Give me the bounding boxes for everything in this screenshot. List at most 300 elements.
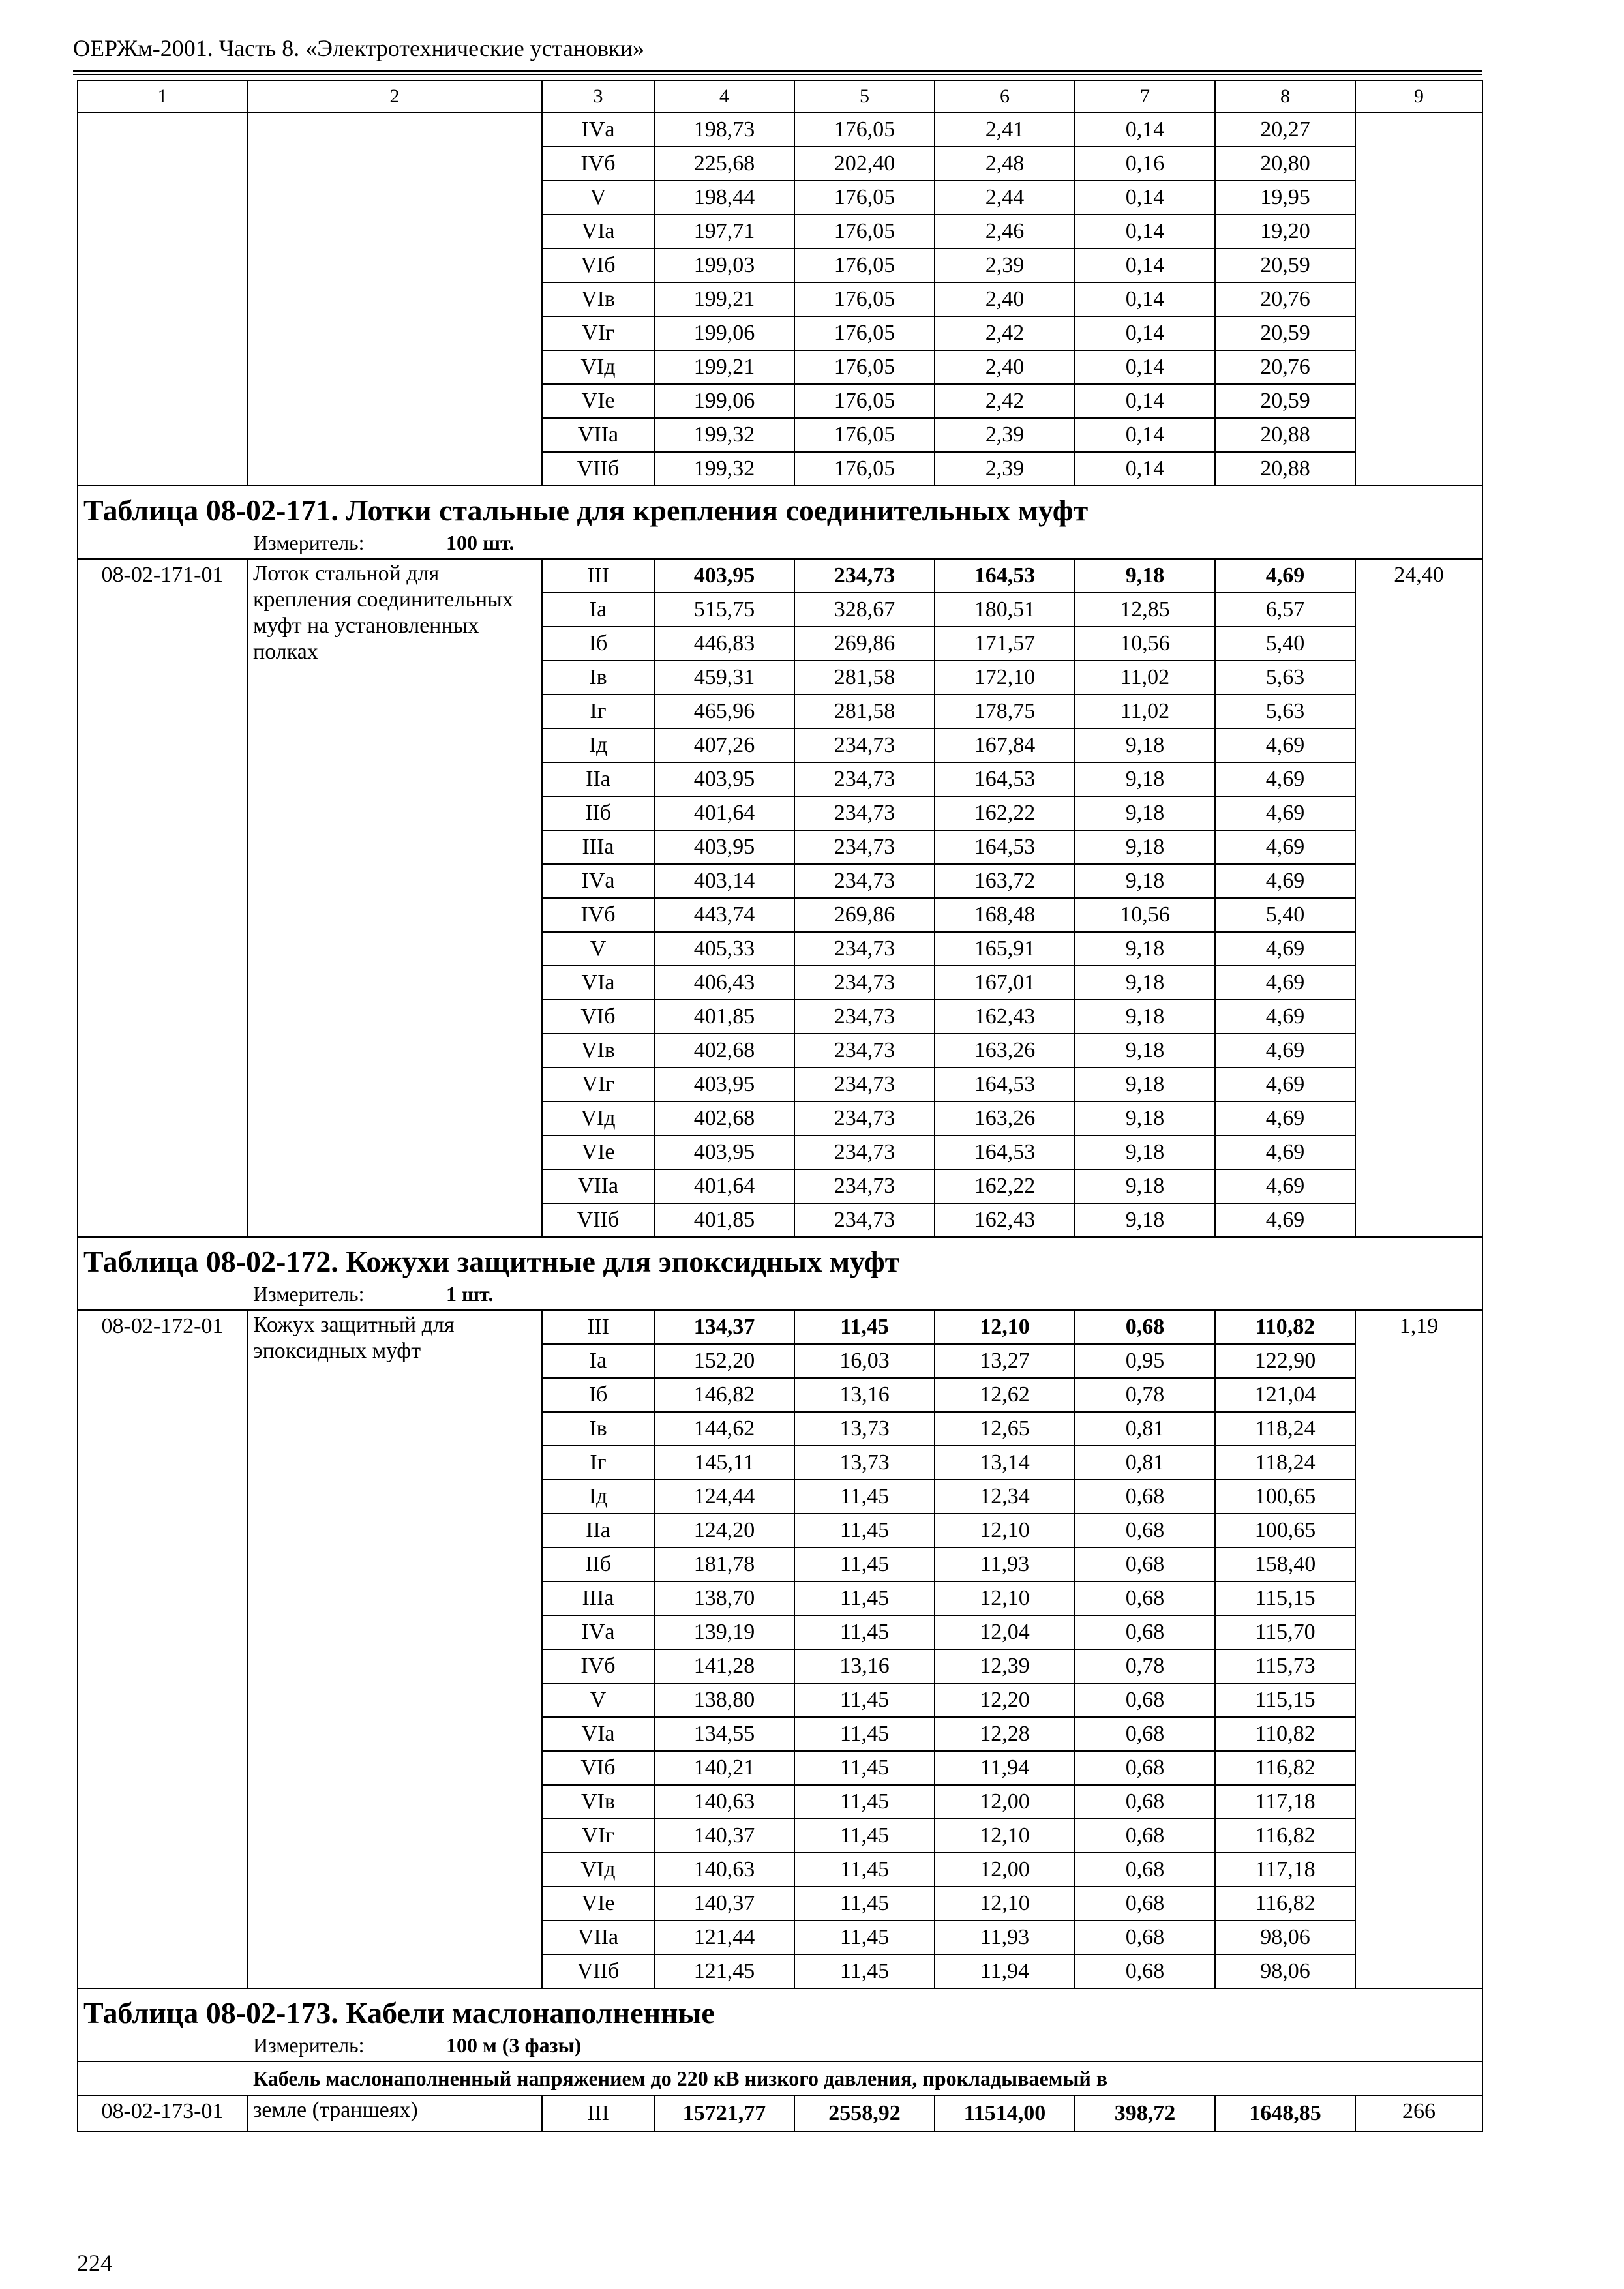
value-cell: 0,68 [1075, 1921, 1215, 1954]
value-cell: 4,69 [1215, 1169, 1355, 1203]
value-cell: 234,73 [794, 1101, 935, 1135]
value-cell: 100,65 [1215, 1514, 1355, 1548]
value-cell: 13,14 [935, 1446, 1075, 1480]
zone-cell: VIд [542, 1101, 654, 1135]
meter-cell [78, 2032, 1482, 2061]
column-number: 9 [1355, 80, 1482, 113]
column-number: 8 [1215, 80, 1355, 113]
zone-cell: VIе [542, 1887, 654, 1921]
value-cell: 0,14 [1075, 248, 1215, 282]
value-cell: 197,71 [654, 215, 794, 248]
value-cell: 162,22 [935, 1169, 1075, 1203]
header-rule-thin [73, 74, 1482, 75]
total-cell: 1,19 [1355, 1310, 1482, 1988]
value-cell: 115,15 [1215, 1683, 1355, 1717]
zone-cell: Iд [542, 1480, 654, 1514]
value-cell: 140,37 [654, 1819, 794, 1853]
value-cell: 199,06 [654, 316, 794, 350]
value-cell: 403,95 [654, 559, 794, 593]
value-cell: 20,59 [1215, 316, 1355, 350]
value-cell: 0,78 [1075, 1378, 1215, 1412]
value-cell: 20,80 [1215, 147, 1355, 181]
running-header: ОЕРЖм-2001. Часть 8. «Электротехнические установки» [73, 35, 644, 61]
value-cell: 176,05 [794, 418, 935, 452]
value-cell: 234,73 [794, 762, 935, 796]
value-cell: 10,56 [1075, 898, 1215, 932]
value-cell: 164,53 [935, 762, 1075, 796]
value-cell: 281,58 [794, 661, 935, 695]
value-cell: 5,40 [1215, 898, 1355, 932]
value-cell: 0,14 [1075, 350, 1215, 384]
value-cell: 19,95 [1215, 181, 1355, 215]
value-cell: 4,69 [1215, 1101, 1355, 1135]
value-cell: 4,69 [1215, 1203, 1355, 1237]
value-cell: 172,10 [935, 661, 1075, 695]
value-cell: 11,45 [794, 1717, 935, 1751]
value-cell: 162,43 [935, 1203, 1075, 1237]
rate-code: 08-02-172-01 [78, 1310, 247, 1988]
value-cell: 4,69 [1215, 728, 1355, 762]
value-cell: 176,05 [794, 248, 935, 282]
value-cell: 9,18 [1075, 728, 1215, 762]
zone-cell: VIд [542, 350, 654, 384]
value-cell: 134,37 [654, 1310, 794, 1344]
value-cell: 118,24 [1215, 1412, 1355, 1446]
value-cell: 12,00 [935, 1853, 1075, 1887]
value-cell: 167,84 [935, 728, 1075, 762]
value-cell: 2,41 [935, 113, 1075, 147]
meter-label: Измеритель: [253, 2033, 365, 2057]
value-cell: 168,48 [935, 898, 1075, 932]
column-number: 4 [654, 80, 794, 113]
value-cell: 141,28 [654, 1649, 794, 1683]
value-cell: 20,88 [1215, 452, 1355, 486]
page-number: 224 [77, 2250, 112, 2276]
value-cell: 176,05 [794, 452, 935, 486]
value-cell: 5,63 [1215, 695, 1355, 728]
value-cell: 9,18 [1075, 762, 1215, 796]
value-cell: 11,45 [794, 1954, 935, 1988]
column-numbers-row [78, 80, 1482, 113]
zone-cell: IIа [542, 1514, 654, 1548]
value-cell: 0,68 [1075, 1514, 1215, 1548]
value-cell: 11,45 [794, 1853, 935, 1887]
value-cell: 5,40 [1215, 627, 1355, 661]
zone-cell: IIIа [542, 1581, 654, 1615]
value-cell: 11,45 [794, 1921, 935, 1954]
rates-table [77, 80, 1483, 2132]
subheading-cell: Кабель маслонаполненный напряжением до 220 кВ низкого давления, прокладываемый в [78, 2061, 1482, 2095]
total-cell: 24,40 [1355, 559, 1482, 1237]
value-cell: 12,62 [935, 1378, 1075, 1412]
value-cell: 199,21 [654, 350, 794, 384]
table-title-row [78, 1988, 1482, 2032]
value-cell: 234,73 [794, 559, 935, 593]
value-cell: 199,21 [654, 282, 794, 316]
value-cell: 176,05 [794, 181, 935, 215]
value-cell: 20,88 [1215, 418, 1355, 452]
zone-cell: III [542, 2095, 654, 2132]
value-cell: 140,37 [654, 1887, 794, 1921]
column-number: 6 [935, 80, 1075, 113]
value-cell: 401,85 [654, 1000, 794, 1034]
value-cell: 234,73 [794, 966, 935, 1000]
value-cell: 144,62 [654, 1412, 794, 1446]
value-cell: 198,73 [654, 113, 794, 147]
value-cell: 98,06 [1215, 1954, 1355, 1988]
value-cell: 10,56 [1075, 627, 1215, 661]
value-cell: 146,82 [654, 1378, 794, 1412]
zone-cell: Iа [542, 1344, 654, 1378]
zone-cell: Iв [542, 661, 654, 695]
value-cell: 6,57 [1215, 593, 1355, 627]
value-cell: 407,26 [654, 728, 794, 762]
rate-name: Лоток стальной для крепления соединительных муфт на установленных полках [247, 559, 542, 1237]
zone-cell: IVб [542, 1649, 654, 1683]
value-cell: 12,00 [935, 1785, 1075, 1819]
table-row [78, 2095, 1482, 2132]
table-title: Таблица 08-02-172. Кожухи защитные для эпоксидных муфт [78, 1237, 1482, 1281]
value-cell: 0,78 [1075, 1649, 1215, 1683]
value-cell: 465,96 [654, 695, 794, 728]
value-cell: 9,18 [1075, 1135, 1215, 1169]
value-cell: 121,45 [654, 1954, 794, 1988]
zone-cell: IIа [542, 762, 654, 796]
value-cell: 2,39 [935, 248, 1075, 282]
value-cell: 180,51 [935, 593, 1075, 627]
value-cell: 234,73 [794, 796, 935, 830]
value-cell: 9,18 [1075, 796, 1215, 830]
zone-cell: VIв [542, 1034, 654, 1068]
value-cell: 20,59 [1215, 384, 1355, 418]
value-cell: 0,81 [1075, 1412, 1215, 1446]
table-row [78, 559, 1482, 593]
zone-cell: Iб [542, 1378, 654, 1412]
meter-value: 100 шт. [446, 531, 515, 554]
value-cell: 4,69 [1215, 932, 1355, 966]
value-cell: 0,68 [1075, 1615, 1215, 1649]
value-cell: 12,20 [935, 1683, 1075, 1717]
value-cell: 164,53 [935, 830, 1075, 864]
rate-name: земле (траншеях) [247, 2095, 542, 2132]
value-cell: 116,82 [1215, 1751, 1355, 1785]
value-cell: 118,24 [1215, 1446, 1355, 1480]
value-cell: 171,57 [935, 627, 1075, 661]
table-row [78, 1310, 1482, 1344]
zone-cell: IVа [542, 1615, 654, 1649]
value-cell: 167,01 [935, 966, 1075, 1000]
value-cell: 402,68 [654, 1034, 794, 1068]
value-cell: 11,45 [794, 1480, 935, 1514]
value-cell: 0,68 [1075, 1751, 1215, 1785]
value-cell: 117,18 [1215, 1853, 1355, 1887]
value-cell: 4,69 [1215, 559, 1355, 593]
zone-cell: III [542, 559, 654, 593]
value-cell: 176,05 [794, 316, 935, 350]
subheading-row [78, 2061, 1482, 2095]
value-cell: 121,04 [1215, 1378, 1355, 1412]
value-cell: 281,58 [794, 695, 935, 728]
value-cell: 0,68 [1075, 1581, 1215, 1615]
value-cell: 13,16 [794, 1378, 935, 1412]
value-cell: 459,31 [654, 661, 794, 695]
zone-cell: V [542, 1683, 654, 1717]
meter-value: 1 шт. [446, 1282, 494, 1306]
meter-row [78, 530, 1482, 559]
value-cell: 11,45 [794, 1514, 935, 1548]
zone-cell: VIб [542, 1751, 654, 1785]
value-cell: 164,53 [935, 1068, 1075, 1101]
value-cell: 234,73 [794, 1135, 935, 1169]
value-cell: 403,95 [654, 1135, 794, 1169]
value-cell: 178,75 [935, 695, 1075, 728]
value-cell: 122,90 [1215, 1344, 1355, 1378]
total-cell [1355, 113, 1482, 486]
total-cell: 266 [1355, 2095, 1482, 2132]
value-cell: 11514,00 [935, 2095, 1075, 2132]
value-cell: 9,18 [1075, 559, 1215, 593]
column-number: 7 [1075, 80, 1215, 113]
meter-label: Измеритель: [253, 531, 365, 554]
value-cell: 11,93 [935, 1548, 1075, 1581]
value-cell: 443,74 [654, 898, 794, 932]
value-cell: 4,69 [1215, 762, 1355, 796]
value-cell: 176,05 [794, 113, 935, 147]
value-cell: 5,63 [1215, 661, 1355, 695]
value-cell: 328,67 [794, 593, 935, 627]
value-cell: 12,65 [935, 1412, 1075, 1446]
zone-cell: IVа [542, 864, 654, 898]
value-cell: 13,73 [794, 1412, 935, 1446]
value-cell: 9,18 [1075, 1169, 1215, 1203]
value-cell: 139,19 [654, 1615, 794, 1649]
value-cell: 13,73 [794, 1446, 935, 1480]
value-cell: 115,73 [1215, 1649, 1355, 1683]
value-cell: 0,68 [1075, 1887, 1215, 1921]
column-number: 2 [247, 80, 542, 113]
value-cell: 12,10 [935, 1581, 1075, 1615]
value-cell: 162,22 [935, 796, 1075, 830]
value-cell: 403,95 [654, 830, 794, 864]
zone-cell: IIIа [542, 830, 654, 864]
value-cell: 176,05 [794, 215, 935, 248]
value-cell: 140,21 [654, 1751, 794, 1785]
value-cell: 2,44 [935, 181, 1075, 215]
zone-cell: IVб [542, 898, 654, 932]
value-cell: 9,18 [1075, 1068, 1215, 1101]
value-cell: 0,68 [1075, 1310, 1215, 1344]
value-cell: 140,63 [654, 1853, 794, 1887]
value-cell: 199,06 [654, 384, 794, 418]
zone-cell: VIг [542, 1068, 654, 1101]
value-cell: 110,82 [1215, 1310, 1355, 1344]
value-cell: 2,39 [935, 418, 1075, 452]
value-cell: 0,68 [1075, 1785, 1215, 1819]
value-cell: 11,02 [1075, 695, 1215, 728]
zone-cell: VIIб [542, 1954, 654, 1988]
rate-code: 08-02-173-01 [78, 2095, 247, 2132]
value-cell: 446,83 [654, 627, 794, 661]
value-cell: 16,03 [794, 1344, 935, 1378]
zone-cell: VIа [542, 215, 654, 248]
value-cell: 234,73 [794, 830, 935, 864]
table-title-row [78, 1237, 1482, 1281]
value-cell: 12,10 [935, 1514, 1075, 1548]
zone-cell: VIг [542, 316, 654, 350]
value-cell: 0,68 [1075, 1853, 1215, 1887]
value-cell: 0,16 [1075, 147, 1215, 181]
value-cell: 2,48 [935, 147, 1075, 181]
value-cell: 0,14 [1075, 181, 1215, 215]
value-cell: 11,93 [935, 1921, 1075, 1954]
meter-label: Измеритель: [253, 1282, 365, 1306]
zone-cell: Iг [542, 695, 654, 728]
zone-cell: Iа [542, 593, 654, 627]
value-cell: 403,95 [654, 1068, 794, 1101]
value-cell: 165,91 [935, 932, 1075, 966]
value-cell: 0,14 [1075, 452, 1215, 486]
zone-cell: III [542, 1310, 654, 1344]
value-cell: 100,65 [1215, 1480, 1355, 1514]
zone-cell: VIIб [542, 452, 654, 486]
value-cell: 0,14 [1075, 113, 1215, 147]
value-cell: 2,39 [935, 452, 1075, 486]
meter-value: 100 м (3 фазы) [446, 2033, 582, 2057]
value-cell: 4,69 [1215, 1034, 1355, 1068]
value-cell: 124,20 [654, 1514, 794, 1548]
value-cell: 0,14 [1075, 316, 1215, 350]
value-cell: 0,68 [1075, 1819, 1215, 1853]
zone-cell: VIIб [542, 1203, 654, 1237]
value-cell: 4,69 [1215, 1000, 1355, 1034]
zone-cell: VIб [542, 248, 654, 282]
value-cell: 9,18 [1075, 1101, 1215, 1135]
value-cell: 234,73 [794, 1169, 935, 1203]
value-cell: 117,18 [1215, 1785, 1355, 1819]
value-cell: 398,72 [1075, 2095, 1215, 2132]
value-cell: 124,44 [654, 1480, 794, 1514]
zone-cell: IVа [542, 113, 654, 147]
zone-cell: VIд [542, 1853, 654, 1887]
meter-row [78, 2032, 1482, 2061]
value-cell: 11,45 [794, 1785, 935, 1819]
value-cell: 405,33 [654, 932, 794, 966]
value-cell: 134,55 [654, 1717, 794, 1751]
zone-cell: VIIа [542, 1169, 654, 1203]
value-cell: 0,95 [1075, 1344, 1215, 1378]
value-cell: 115,70 [1215, 1615, 1355, 1649]
zone-cell: IIб [542, 1548, 654, 1581]
value-cell: 234,73 [794, 728, 935, 762]
value-cell: 12,85 [1075, 593, 1215, 627]
zone-cell: VIа [542, 1717, 654, 1751]
value-cell: 12,10 [935, 1819, 1075, 1853]
value-cell: 163,26 [935, 1034, 1075, 1068]
value-cell: 176,05 [794, 282, 935, 316]
table-title: Таблица 08-02-173. Кабели маслонаполненные [78, 1988, 1482, 2032]
value-cell: 19,20 [1215, 215, 1355, 248]
zone-cell: Iв [542, 1412, 654, 1446]
zone-cell: VIIа [542, 1921, 654, 1954]
value-cell: 11,02 [1075, 661, 1215, 695]
value-cell: 402,68 [654, 1101, 794, 1135]
value-cell: 401,64 [654, 1169, 794, 1203]
value-cell: 181,78 [654, 1548, 794, 1581]
value-cell: 269,86 [794, 627, 935, 661]
value-cell: 145,11 [654, 1446, 794, 1480]
value-cell: 13,27 [935, 1344, 1075, 1378]
value-cell: 138,80 [654, 1683, 794, 1717]
zone-cell: VIв [542, 282, 654, 316]
value-cell: 0,68 [1075, 1548, 1215, 1581]
value-cell: 12,04 [935, 1615, 1075, 1649]
value-cell: 11,45 [794, 1819, 935, 1853]
value-cell: 11,45 [794, 1581, 935, 1615]
zone-cell: IVб [542, 147, 654, 181]
value-cell: 20,59 [1215, 248, 1355, 282]
value-cell: 0,68 [1075, 1717, 1215, 1751]
value-cell: 199,03 [654, 248, 794, 282]
value-cell: 12,10 [935, 1887, 1075, 1921]
value-cell: 11,45 [794, 1615, 935, 1649]
value-cell: 20,76 [1215, 282, 1355, 316]
value-cell: 9,18 [1075, 966, 1215, 1000]
value-cell: 152,20 [654, 1344, 794, 1378]
zone-cell: VIе [542, 1135, 654, 1169]
zone-cell: IIб [542, 796, 654, 830]
value-cell: 110,82 [1215, 1717, 1355, 1751]
value-cell: 12,10 [935, 1310, 1075, 1344]
value-cell: 269,86 [794, 898, 935, 932]
value-cell: 11,94 [935, 1954, 1075, 1988]
value-cell: 403,14 [654, 864, 794, 898]
zone-cell: Iг [542, 1446, 654, 1480]
value-cell: 98,06 [1215, 1921, 1355, 1954]
value-cell: 15721,77 [654, 2095, 794, 2132]
value-cell: 11,45 [794, 1548, 935, 1581]
value-cell: 116,82 [1215, 1887, 1355, 1921]
value-cell: 9,18 [1075, 1000, 1215, 1034]
value-cell: 4,69 [1215, 864, 1355, 898]
value-cell: 11,45 [794, 1683, 935, 1717]
value-cell: 176,05 [794, 384, 935, 418]
value-cell: 20,76 [1215, 350, 1355, 384]
value-cell: 9,18 [1075, 932, 1215, 966]
rate-name: Кожух защитный для эпоксидных муфт [247, 1310, 542, 1988]
value-cell: 140,63 [654, 1785, 794, 1819]
value-cell: 12,39 [935, 1649, 1075, 1683]
value-cell: 1648,85 [1215, 2095, 1355, 2132]
zone-cell: Iб [542, 627, 654, 661]
value-cell: 9,18 [1075, 864, 1215, 898]
value-cell: 163,26 [935, 1101, 1075, 1135]
value-cell: 121,44 [654, 1921, 794, 1954]
value-cell: 164,53 [935, 1135, 1075, 1169]
column-number: 3 [542, 80, 654, 113]
zone-cell: VIб [542, 1000, 654, 1034]
value-cell: 11,45 [794, 1751, 935, 1785]
table-row [78, 113, 1482, 147]
value-cell: 115,15 [1215, 1581, 1355, 1615]
rate-code: 08-02-171-01 [78, 559, 247, 1237]
value-cell: 4,69 [1215, 796, 1355, 830]
zone-cell: Iд [542, 728, 654, 762]
column-number: 1 [78, 80, 247, 113]
table-title-row [78, 486, 1482, 530]
value-cell: 162,43 [935, 1000, 1075, 1034]
value-cell: 12,34 [935, 1480, 1075, 1514]
value-cell: 0,14 [1075, 282, 1215, 316]
